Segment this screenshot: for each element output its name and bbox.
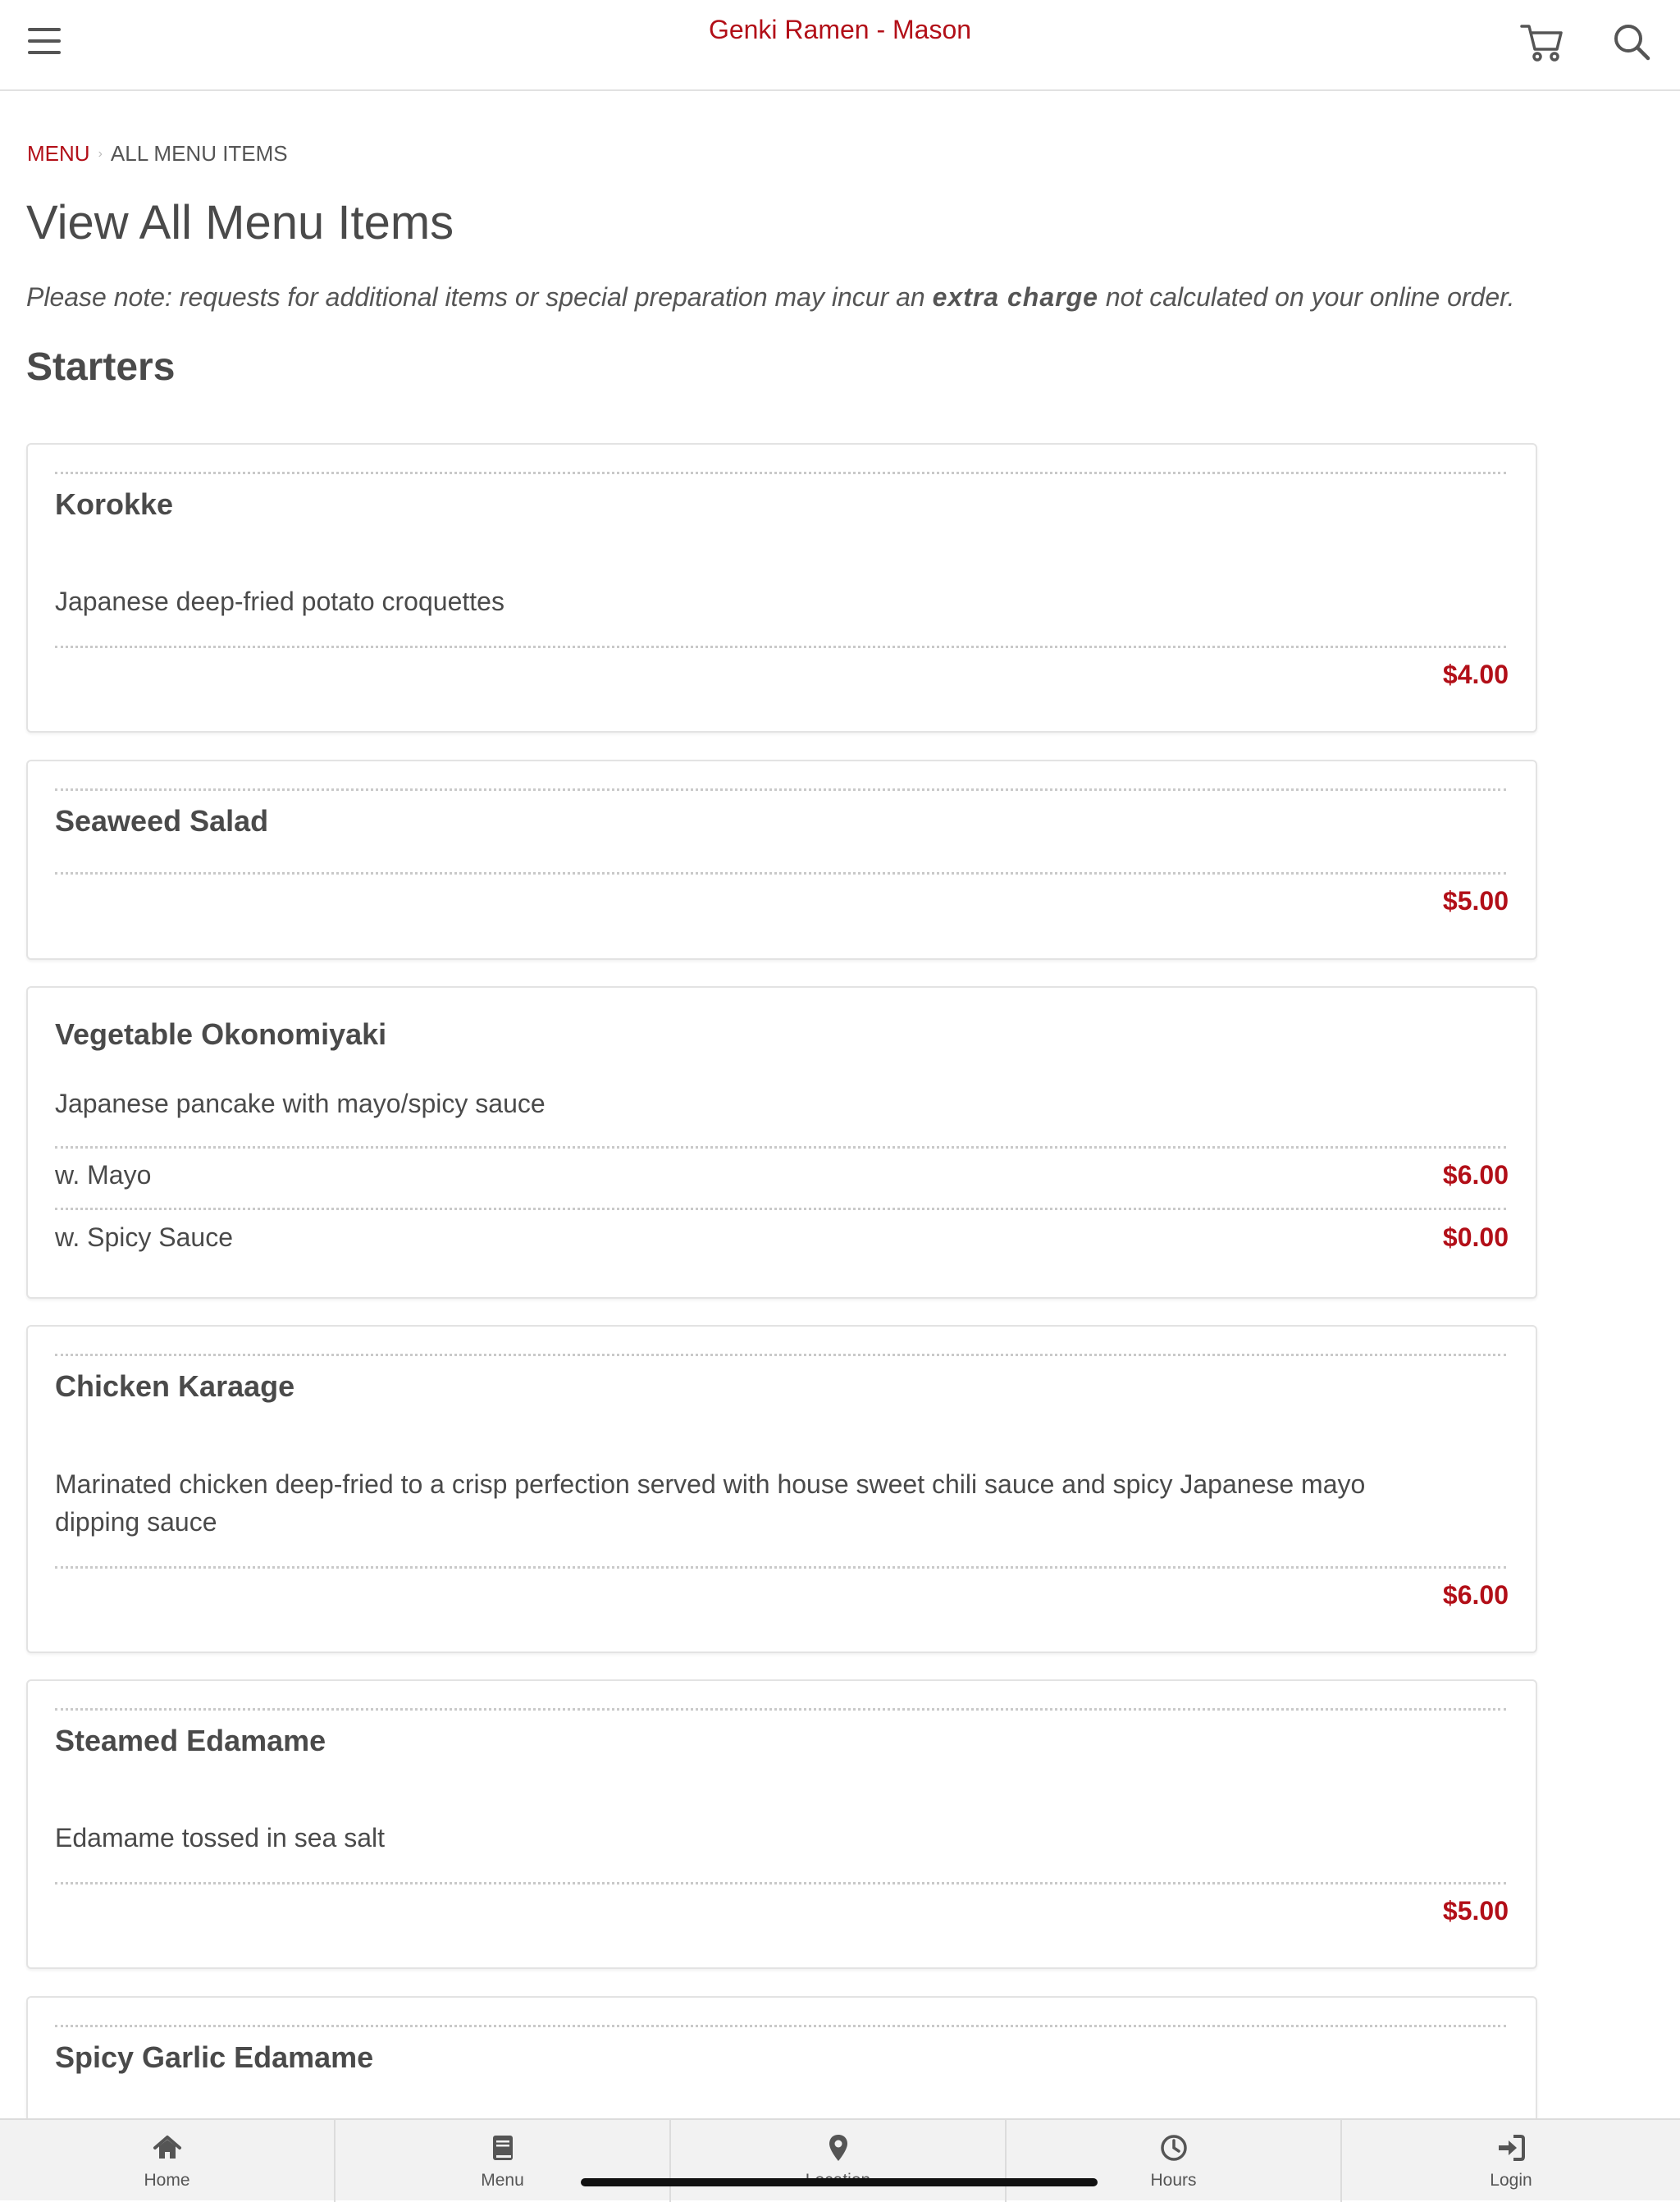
search-icon[interactable] <box>1611 21 1652 62</box>
nav-label: Home <box>144 2171 190 2190</box>
home-icon <box>153 2133 182 2163</box>
option-price: $0.00 <box>1442 1222 1509 1252</box>
bottom-nav <box>0 2118 1680 2200</box>
home-indicator <box>581 2178 1098 2186</box>
item-name: Spicy Garlic Edamame <box>55 2040 374 2074</box>
item-description: Marinated chicken deep-fried to a crisp perfection served with house sweet chili sauce and spicy Japanese mayo dipping sauce <box>55 1469 1366 1537</box>
item-name: Vegetable Okonomiyaki <box>55 1017 387 1051</box>
breadcrumb <box>27 141 288 167</box>
book-icon <box>488 2133 518 2163</box>
nav-login[interactable] <box>1342 2120 1680 2202</box>
restaurant-name[interactable]: Genki Ramen - Mason <box>708 15 972 44</box>
order-note <box>26 282 1515 313</box>
divider <box>55 2025 1506 2027</box>
clock-icon <box>1159 2133 1189 2163</box>
item-description: Japanese deep-fried potato croquettes <box>55 587 504 616</box>
divider <box>55 1146 1506 1149</box>
divider <box>55 472 1506 474</box>
breadcrumb-menu-link[interactable]: MENU <box>27 141 90 166</box>
item-name: Chicken Karaage <box>55 1369 295 1403</box>
breadcrumb-separator-icon: › <box>98 147 103 161</box>
item-description: Japanese pancake with mayo/spicy sauce <box>55 1089 546 1118</box>
nav-home[interactable] <box>0 2120 336 2202</box>
breadcrumb-current: ALL MENU ITEMS <box>110 141 288 166</box>
divider <box>55 1882 1506 1884</box>
nav-location[interactable] <box>671 2120 1007 2202</box>
option-price: $6.00 <box>1442 1160 1509 1190</box>
divider <box>55 646 1506 648</box>
item-description: Edamame tossed in sea salt <box>55 1823 385 1853</box>
item-name: Steamed Edamame <box>55 1724 326 1757</box>
divider <box>55 1566 1506 1569</box>
item-price: $4.00 <box>1442 660 1509 689</box>
menu-item-card[interactable] <box>26 1325 1537 1653</box>
login-icon <box>1496 2133 1526 2163</box>
divider <box>55 1354 1506 1356</box>
note-suffix: not calculated on your online order. <box>1098 282 1515 312</box>
note-prefix: Please note: requests for additional items or special preparation may incur an <box>26 282 933 312</box>
nav-label: Login <box>1490 2171 1532 2190</box>
nav-label: Hours <box>1150 2171 1197 2190</box>
nav-hours[interactable] <box>1007 2120 1342 2202</box>
nav-menu[interactable] <box>336 2120 671 2202</box>
nav-label: Menu <box>481 2171 524 2190</box>
item-name: Korokke <box>55 487 174 521</box>
item-price: $5.00 <box>1442 886 1509 916</box>
item-name: Seaweed Salad <box>55 804 269 838</box>
menu-item-card[interactable] <box>26 760 1537 960</box>
divider <box>55 1708 1506 1711</box>
divider <box>55 788 1506 791</box>
divider <box>55 1208 1506 1210</box>
top-bar <box>0 0 1680 91</box>
divider <box>55 872 1506 875</box>
option-label[interactable]: w. Spicy Sauce <box>55 1222 233 1252</box>
map-pin-icon <box>824 2133 853 2163</box>
item-price: $6.00 <box>1442 1580 1509 1610</box>
page-title: View All Menu Items <box>26 196 454 249</box>
cart-icon[interactable] <box>1519 21 1565 62</box>
menu-item-card[interactable] <box>26 1679 1537 1969</box>
item-price: $5.00 <box>1442 1896 1509 1926</box>
section-title-starters: Starters <box>26 345 176 389</box>
menu-item-card[interactable] <box>26 986 1537 1299</box>
note-emphasis: extra charge <box>932 282 1098 312</box>
menu-item-card[interactable] <box>26 443 1537 733</box>
option-label[interactable]: w. Mayo <box>55 1160 152 1190</box>
